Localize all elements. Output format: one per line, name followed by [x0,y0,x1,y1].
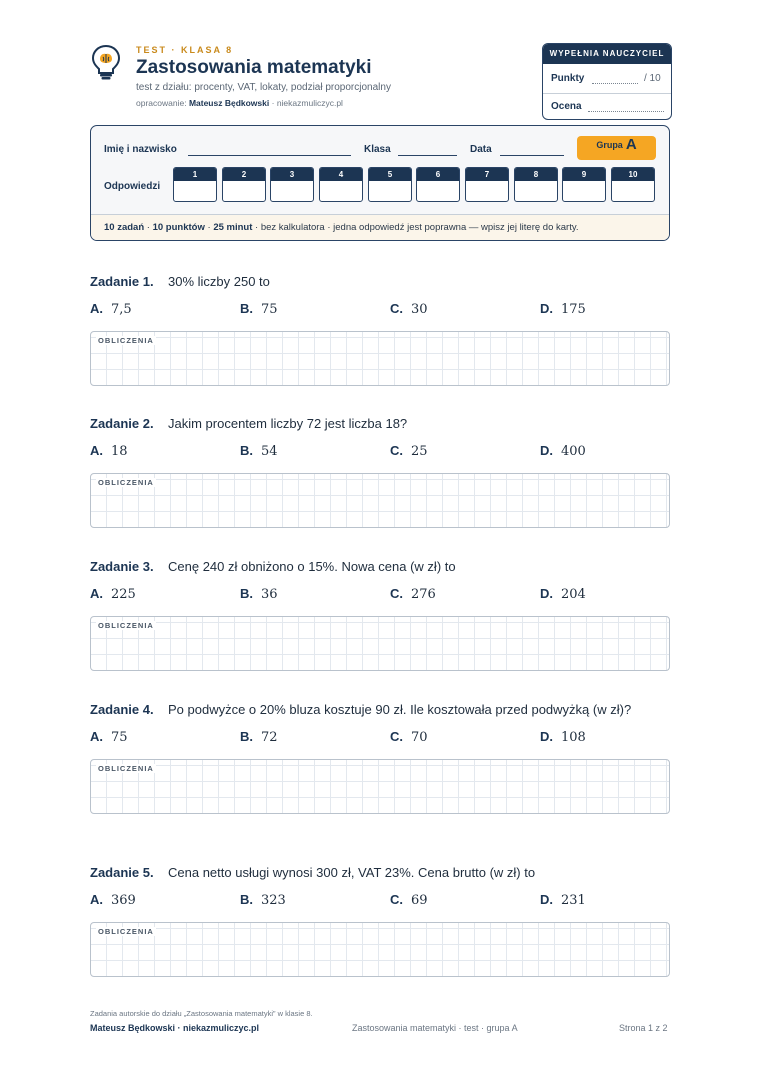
task-number: Zadanie 5. [90,865,154,880]
task-1 [90,271,670,386]
answer-box-7[interactable] [465,167,509,202]
option-a[interactable] [90,586,136,602]
calculation-label: OBLICZENIA [98,336,154,345]
task-number: Zadanie 3. [90,559,154,574]
option-c[interactable] [390,586,436,602]
option-value: 7,5 [111,302,132,317]
option-a[interactable] [90,729,128,745]
page-subtitle: test z działu: procenty, VAT, lokaty, podział proporcjonalny [136,82,391,93]
answer-box-8[interactable] [514,167,558,202]
option-letter: B. [240,729,253,744]
task-options [90,586,670,606]
option-b[interactable] [240,892,286,908]
option-c[interactable] [390,729,428,745]
option-value: 75 [261,302,278,317]
option-b[interactable] [240,729,278,745]
task-options [90,892,670,912]
option-value: 30 [411,302,428,317]
option-c[interactable] [390,892,428,908]
task-4 [90,699,670,814]
option-value: 369 [111,893,136,908]
date-label: Data [470,144,492,155]
teacher-box-divider [543,93,671,94]
option-value: 108 [561,730,586,745]
option-letter: A. [90,443,103,458]
page-number: Strona 1 z 2 [619,1023,668,1033]
teacher-box [542,43,672,120]
option-value: 36 [261,587,278,602]
group-value: A [625,136,637,154]
option-value: 54 [261,444,278,459]
task-options [90,443,670,463]
credit-site: · niekazmuliczyc.pl [271,98,343,108]
option-value: 72 [261,730,278,745]
option-a[interactable] [90,892,136,908]
footer-title: Zastosowania matematyki · test · grupa A [352,1023,518,1033]
option-a[interactable] [90,443,128,459]
task-text: Jakim procentem liczby 72 jest liczba 18? [168,416,408,431]
option-letter: C. [390,301,403,316]
option-d[interactable] [540,586,586,602]
option-value: 75 [111,730,128,745]
answer-number: 2 [223,168,265,181]
task-text: Cenę 240 zł obniżono o 15%. Nowa cena (w zł) to [168,559,456,574]
calculation-area[interactable] [90,331,670,386]
points-field[interactable] [592,83,638,84]
task-options [90,301,670,321]
option-value: 400 [561,444,586,459]
answer-card [90,125,670,241]
option-letter: A. [90,892,103,907]
answer-box-5[interactable] [368,167,412,202]
points-label: Punkty [551,73,585,84]
option-value: 204 [561,587,586,602]
task-question [90,413,670,434]
task-number: Zadanie 2. [90,416,154,431]
answer-number: 5 [369,168,411,181]
credit-prefix: opracowanie: [136,98,187,108]
task-question [90,699,650,720]
option-value: 231 [561,893,586,908]
option-letter: D. [540,729,553,744]
test-info: 10 zadań · 10 punktów · 25 minut · bez kalkulatora · jedna odpowiedź jest poprawna — wpisz jej literę do karty. [91,214,669,241]
calculation-area[interactable] [90,922,670,977]
option-letter: D. [540,301,553,316]
task-question [90,862,670,883]
answer-number: 9 [563,168,605,181]
answer-box-3[interactable] [270,167,314,202]
option-value: 175 [561,302,586,317]
option-b[interactable] [240,443,278,459]
task-question [90,556,670,577]
answer-number: 6 [417,168,459,181]
option-b[interactable] [240,586,278,602]
info-rest: · bez kalkulatora · jedna odpowiedź jest poprawna — wpisz jej literę do karty. [255,222,579,233]
option-letter: C. [390,892,403,907]
grade-label: Ocena [551,101,582,112]
calculation-label: OBLICZENIA [98,478,154,487]
answer-box-6[interactable] [416,167,460,202]
option-letter: A. [90,586,103,601]
calculation-area[interactable] [90,616,670,671]
option-letter: A. [90,729,103,744]
option-c[interactable] [390,301,428,317]
option-letter: A. [90,301,103,316]
answer-box-2[interactable] [222,167,266,202]
answers-label: Odpowiedzi [104,181,161,192]
answer-box-10[interactable] [611,167,655,202]
option-d[interactable] [540,301,586,317]
task-5 [90,862,670,977]
task-text: 30% liczby 250 to [168,274,270,289]
answer-number: 4 [320,168,362,181]
option-value: 276 [411,587,436,602]
teacher-box-title: WYPEŁNIA NAUCZYCIEL [543,44,671,64]
footer-note: Zadania autorskie do działu „Zastosowania matematyki” w klasie 8. [90,1009,313,1018]
calculation-label: OBLICZENIA [98,764,154,773]
test-kicker: TEST · KLASA 8 [136,45,234,55]
option-c[interactable] [390,443,428,459]
option-letter: D. [540,443,553,458]
option-letter: D. [540,892,553,907]
calculation-area[interactable] [90,473,670,528]
option-letter: B. [240,301,253,316]
group-badge [577,136,656,160]
task-text: Cena netto usługi wynosi 300 zł, VAT 23%. Cena brutto (w zł) to [168,865,536,880]
date-field[interactable] [500,155,564,156]
answer-number: 10 [612,168,654,181]
option-letter: B. [240,586,253,601]
name-field[interactable] [188,155,351,156]
option-d[interactable] [540,729,586,745]
answer-number: 7 [466,168,508,181]
task-options [90,729,670,749]
option-value: 25 [411,444,428,459]
class-label: Klasa [364,144,391,155]
calculation-label: OBLICZENIA [98,621,154,630]
task-number: Zadanie 4. [90,702,154,717]
option-d[interactable] [540,443,586,459]
footer-author: Mateusz Będkowski · niekazmuliczyc.pl [90,1023,260,1033]
task-text: Po podwyżce o 20% bluza kosztuje 90 zł. Ile kosztowała przed podwyżką (w zł)? [168,702,632,717]
name-label: Imię i nazwisko [104,144,177,155]
calculation-area[interactable] [90,759,670,814]
group-label: Grupa [596,139,623,150]
option-value: 225 [111,587,136,602]
info-points: 10 punktów [152,222,205,233]
option-value: 323 [261,893,286,908]
option-value: 18 [111,444,128,459]
option-letter: D. [540,586,553,601]
option-a[interactable] [90,301,132,317]
answer-box-1[interactable] [173,167,217,202]
answer-number: 8 [515,168,557,181]
option-value: 70 [411,730,428,745]
task-question [90,271,670,292]
option-letter: B. [240,892,253,907]
option-letter: C. [390,443,403,458]
grade-field[interactable] [588,111,664,112]
option-b[interactable] [240,301,278,317]
calculation-label: OBLICZENIA [98,927,154,936]
credit-line [136,98,343,108]
info-time: 25 minut [213,222,253,233]
page-title: Zastosowania matematyki [136,57,372,78]
task-3 [90,556,670,671]
credit-author: Mateusz Będkowski [188,98,270,108]
option-value: 69 [411,893,428,908]
option-letter: C. [390,729,403,744]
answer-number: 3 [271,168,313,181]
task-2 [90,413,670,528]
answer-box-9[interactable] [562,167,606,202]
option-d[interactable] [540,892,586,908]
option-letter: B. [240,443,253,458]
points-max: / 10 [644,73,661,84]
class-field[interactable] [398,155,457,156]
answer-box-4[interactable] [319,167,363,202]
answer-number: 1 [174,168,216,181]
lightbulb-brain-icon [90,44,122,80]
info-tasks: 10 zadań [104,222,145,233]
task-number: Zadanie 1. [90,274,154,289]
option-letter: C. [390,586,403,601]
